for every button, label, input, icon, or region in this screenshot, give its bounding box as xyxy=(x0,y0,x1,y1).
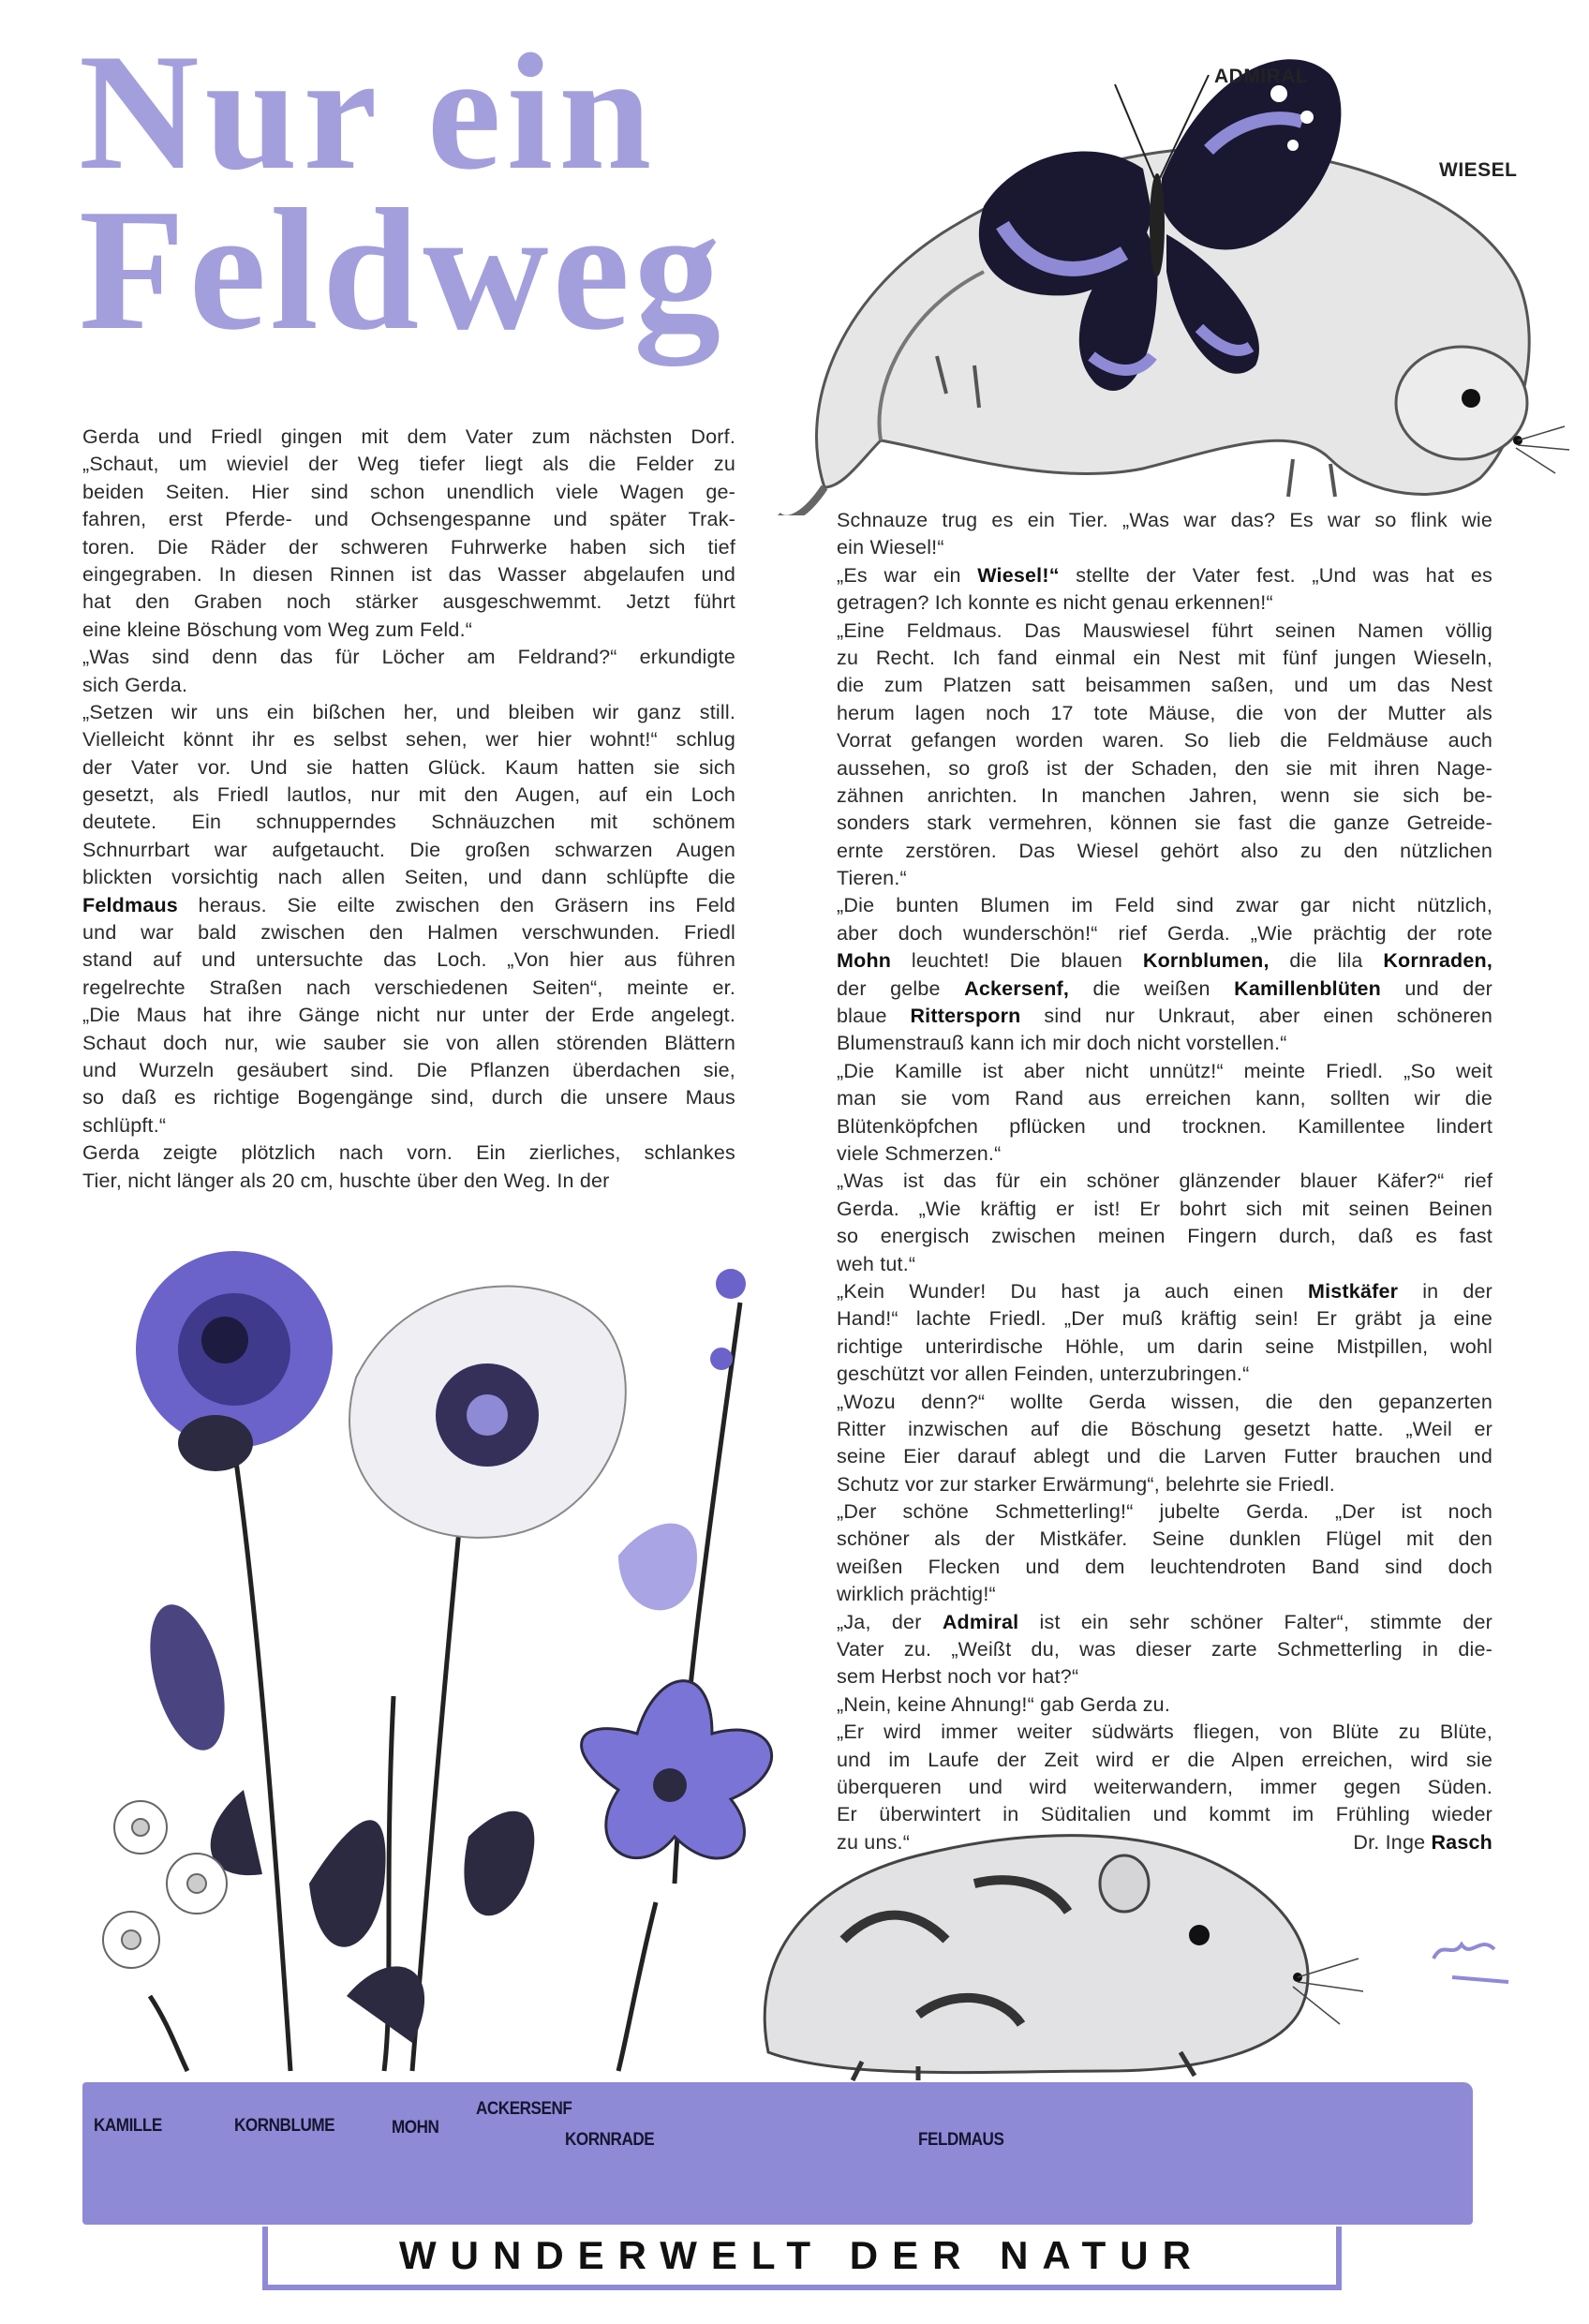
text-line xyxy=(82,892,735,919)
text-line: man sie vom Rand aus erreichen kann, sollten wir die xyxy=(837,1087,1492,1110)
text-line: und im Laufe der Zeit wird er die Alpen erreichen, wird sie xyxy=(837,1748,1492,1771)
text-line: blickten vorsichtig nach allen Seiten, und dann schlüpfte die xyxy=(82,866,735,889)
text-line: „Die Maus hat ihre Gänge nicht nur unter der Erde angelegt. xyxy=(82,1004,735,1027)
text-line xyxy=(837,562,1492,589)
text-line: Gerda und Friedl gingen mit dem Vater zum nächsten Dorf. xyxy=(82,425,735,448)
text-line: schlüpft.“ xyxy=(82,1113,167,1137)
text-line: richtige unterirdische Höhle, um darin seine Mistpillen, wohl xyxy=(837,1334,1492,1358)
kornblume-label: KORNBLUME xyxy=(234,2116,335,2136)
series-title: WUNDERWELT DER NATUR xyxy=(399,2233,1205,2277)
series-title-box xyxy=(262,2227,1342,2290)
field-mouse-drawing xyxy=(765,1836,1363,2080)
field-flowers-illustration xyxy=(75,1228,1537,2099)
text-segment: die lila xyxy=(1269,949,1384,973)
text-line: geschützt vor allen Feinden, unterzubringen.“ xyxy=(837,1363,1250,1386)
text-segment: „Kein Wunder! Du hast ja auch einen xyxy=(837,1279,1308,1303)
bold-term: Wiesel!“ xyxy=(977,563,1060,587)
text-line: so daß es richtige Bogengänge sind, durch die unsere Maus xyxy=(82,1086,735,1110)
text-line xyxy=(837,976,1492,1003)
mohn-label: MOHN xyxy=(392,2118,439,2138)
text-line: eine kleine Böschung vom Weg zum Feld.“ xyxy=(82,618,473,641)
kamille-label: KAMILLE xyxy=(94,2116,162,2136)
text-line: sich Gerda. xyxy=(82,673,188,696)
text-line: „Nein, keine Ahnung!“ gab Gerda zu. xyxy=(837,1692,1170,1716)
bold-term: Mistkäfer xyxy=(1307,1279,1399,1303)
title-line-1: Nur ein xyxy=(79,19,658,204)
author-prefix: Dr. Inge xyxy=(1353,1830,1432,1854)
text-line xyxy=(837,947,1492,975)
text-line: sem Herbst noch vor hat?“ xyxy=(837,1665,1079,1689)
text-segment: „Es war ein xyxy=(837,563,978,587)
text-line: herum lagen noch 17 tote Mäuse, die von der Mutter als xyxy=(837,701,1492,724)
text-line: weh tut.“ xyxy=(837,1252,916,1275)
wiesel-label: WIESEL xyxy=(1439,159,1518,181)
author-surname: Rasch xyxy=(1431,1830,1492,1854)
text-line: viele Schmerzen.“ xyxy=(837,1141,1002,1165)
bold-term: Admiral xyxy=(942,1610,1019,1633)
title-line-2: Feldweg xyxy=(79,173,725,366)
text-line: stand auf und untersuchte das Loch. „Von hier aus führen xyxy=(82,948,735,972)
text-line: „Die Kamille ist aber nicht unnütz!“ meinte Friedl. „So weit xyxy=(837,1059,1492,1082)
text-line: sonders stark vermehren, können sie fast die ganze Getreide- xyxy=(837,812,1492,835)
admiral-label: ADMIRAL xyxy=(1214,66,1309,87)
weasel-and-butterfly-illustration xyxy=(768,47,1574,515)
text-line: „Der schöne Schmetterling!“ jubelte Gerda. „Der ist noch xyxy=(837,1500,1492,1524)
text-line: überqueren und wird weiterwandern, immer gegen Süden. xyxy=(837,1775,1492,1798)
text-line: weißen Flecken und dem leuchtendroten Band sind doch xyxy=(837,1555,1492,1578)
text-line: Vielleicht könnt ihr es selbst sehen, wer hier wohnt!“ schlug xyxy=(82,728,735,752)
text-line: Gerda. „Wie kräftig er ist! Er bohrt sich mit seinen Beinen xyxy=(837,1197,1492,1220)
artist-signature xyxy=(1433,1944,1508,1982)
bold-term: Ackersenf, xyxy=(964,976,1070,1000)
text-line: getragen? Ich konnte es nicht genau erkennen!“ xyxy=(837,591,1273,615)
text-line: zu Recht. Ich fand einmal ein Nest mit fünf jungen Wieseln, xyxy=(837,646,1492,669)
text-line: „Schaut, um wieviel der Weg tiefer liegt als die Felder zu xyxy=(82,453,735,476)
text-segment: „Ja, der xyxy=(837,1610,943,1633)
label-band xyxy=(82,2082,1473,2225)
text-line: Schnurrbart war aufgetaucht. Die großen schwarzen Augen xyxy=(82,838,735,861)
article-left-column xyxy=(82,424,735,1195)
text-line: toren. Die Räder der schweren Fuhrwerke haben sich tief xyxy=(82,535,735,559)
text-line: Blütenköpfchen pflücken und trocknen. Kamillentee lindert xyxy=(837,1114,1492,1138)
text-line: „Setzen wir uns ein bißchen her, und bleiben wir ganz still. xyxy=(82,700,735,723)
feldmaus-label: FELDMAUS xyxy=(918,2130,1004,2150)
text-line: ein Wiesel!“ xyxy=(837,536,944,559)
text-line: aussehen, so groß ist der Schaden, den sie mit ihren Nage- xyxy=(837,756,1492,780)
text-line: „Was sind denn das für Löcher am Feldrand?“ erkundigte xyxy=(82,646,735,669)
bold-term: Mohn xyxy=(837,949,892,973)
text-segment: leuchtet! Die blauen xyxy=(891,949,1143,973)
text-line: ernte zerstören. Das Wiesel gehört also zu den nützlichen xyxy=(837,839,1492,862)
text-line: Schaut doch nur, wie sauber sie von allen störenden Blättern xyxy=(82,1031,735,1054)
text-segment: und der xyxy=(1381,976,1492,1000)
text-segment: heraus. Sie eilte zwischen den Gräsern ins Feld xyxy=(177,893,735,916)
text-line: regelrechte Straßen nach verschiedenen Seiten“, meinte er. xyxy=(82,976,735,999)
text-line: der Vater vor. Und sie hatten Glück. Kaum hatten sie sich xyxy=(82,755,735,779)
text-segment: in der xyxy=(1398,1279,1493,1303)
text-line: Ritter inzwischen auf die Böschung gesetzt hatte. „Weil er xyxy=(837,1417,1492,1440)
chamomile-drawing xyxy=(103,1801,227,1968)
leaves xyxy=(211,1790,535,2043)
text-line: „Eine Feldmaus. Das Mauswiesel führt seinen Namen völlig xyxy=(837,618,1492,642)
text-segment: die weißen xyxy=(1069,976,1235,1000)
text-line: fahren, erst Pferde- und Ochsengespanne und später Trak- xyxy=(82,508,735,531)
text-line: und war bald zwischen den Halmen verschwunden. Friedl xyxy=(82,921,735,945)
text-line: deutete. Ein schnupperndes Schnäuzchen mit schönem xyxy=(82,811,735,834)
ackersenf-label: ACKERSENF xyxy=(476,2099,572,2119)
text-line: zu uns.“ xyxy=(837,1830,911,1854)
text-segment: blaue xyxy=(837,1005,911,1028)
text-line: Tier, nicht länger als 20 cm, huschte über den Weg. In der xyxy=(82,1169,610,1192)
cornflower-drawing xyxy=(136,1251,333,1471)
text-line: seine Eier darauf ablegt und die Larven Futter brauchen und xyxy=(837,1445,1492,1468)
text-line: Schutz vor zur starker Erwärmung“, belehrte sie Friedl. xyxy=(837,1472,1335,1496)
text-line: wirklich prächtig!“ xyxy=(837,1583,996,1606)
text-line: „Die bunten Blumen im Feld sind zwar gar nicht nützlich, xyxy=(837,894,1492,917)
text-line xyxy=(837,1003,1492,1030)
text-line: hat den Graben noch stärker ausgeschwemmt. Jetzt führt xyxy=(82,590,735,614)
text-line: Tieren.“ xyxy=(837,867,907,890)
text-line: Er überwintert in Süditalien und kommt im Frühling wieder xyxy=(837,1803,1492,1826)
text-line: „Er wird immer weiter südwärts fliegen, von Blüte zu Blüte, xyxy=(837,1721,1492,1744)
text-line: aber doch wunderschön!“ rief Gerda. „Wie prächtig der rote xyxy=(837,921,1492,945)
bold-term: Kamillenblüten xyxy=(1234,976,1382,1000)
bold-term: Kornblumen, xyxy=(1142,949,1270,973)
kornrade-label: KORNRADE xyxy=(565,2130,655,2150)
text-segment: stellte der Vater fest. „Und was hat es xyxy=(1059,563,1492,587)
text-line: eingegraben. In diesen Rinnen ist das Wasser abgelaufen und xyxy=(82,562,735,586)
text-line: Vater zu. „Weißt du, was dieser zarte Schmetterling in die- xyxy=(837,1638,1492,1661)
text-segment: der gelbe xyxy=(837,976,965,1000)
text-segment: ist ein sehr schöner Falter“, stimmte der xyxy=(1018,1610,1492,1633)
text-line: Schnauze trug es ein Tier. „Was war das? Es war so flink wie xyxy=(837,509,1492,531)
text-line: gesetzt, als Friedl lautlos, nur mit den Augen, auf ein Loch xyxy=(82,783,735,807)
text-line: die zum Platzen satt beisammen saßen, und um das Nest xyxy=(837,674,1492,697)
text-line: „Was ist das für ein schöner glänzender blauer Käfer?“ rief xyxy=(837,1169,1492,1193)
text-segment: sind nur Unkraut, aber einen schöneren xyxy=(1020,1005,1493,1028)
text-line: und Wurzeln gesäubert sind. Die Pflanzen überdachen sie, xyxy=(82,1058,735,1081)
text-line: „Wozu denn?“ wollte Gerda wissen, die den gepanzerten xyxy=(837,1390,1492,1413)
bold-term: Kornraden, xyxy=(1383,949,1492,973)
text-line: Blumenstrauß kann ich mir doch nicht vorstellen.“ xyxy=(837,1032,1287,1055)
text-line: Vorrat gefangen worden waren. So lieb die Feldmäuse auch xyxy=(837,729,1492,752)
bold-term: Feldmaus xyxy=(82,893,178,916)
text-line: schöner als der Mistkäfer. Seine dunklen Flügel mit den xyxy=(837,1527,1492,1551)
text-line: Hand!“ lachte Friedl. „Der muß kräftig sein! Er gräbt ja eine xyxy=(837,1307,1492,1331)
text-line: so energisch zwischen meinen Fingern durch, daß es fast xyxy=(837,1225,1492,1248)
text-line: beiden Seiten. Hier sind schon unendlich viele Wagen ge- xyxy=(82,480,735,503)
text-line: zähnen anrichten. In manchen Jahren, wenn sie sich be- xyxy=(837,783,1492,807)
text-line: Gerda zeigte plötzlich nach vorn. Ein zierliches, schlankes xyxy=(82,1141,735,1165)
bold-term: Rittersporn xyxy=(910,1005,1021,1028)
